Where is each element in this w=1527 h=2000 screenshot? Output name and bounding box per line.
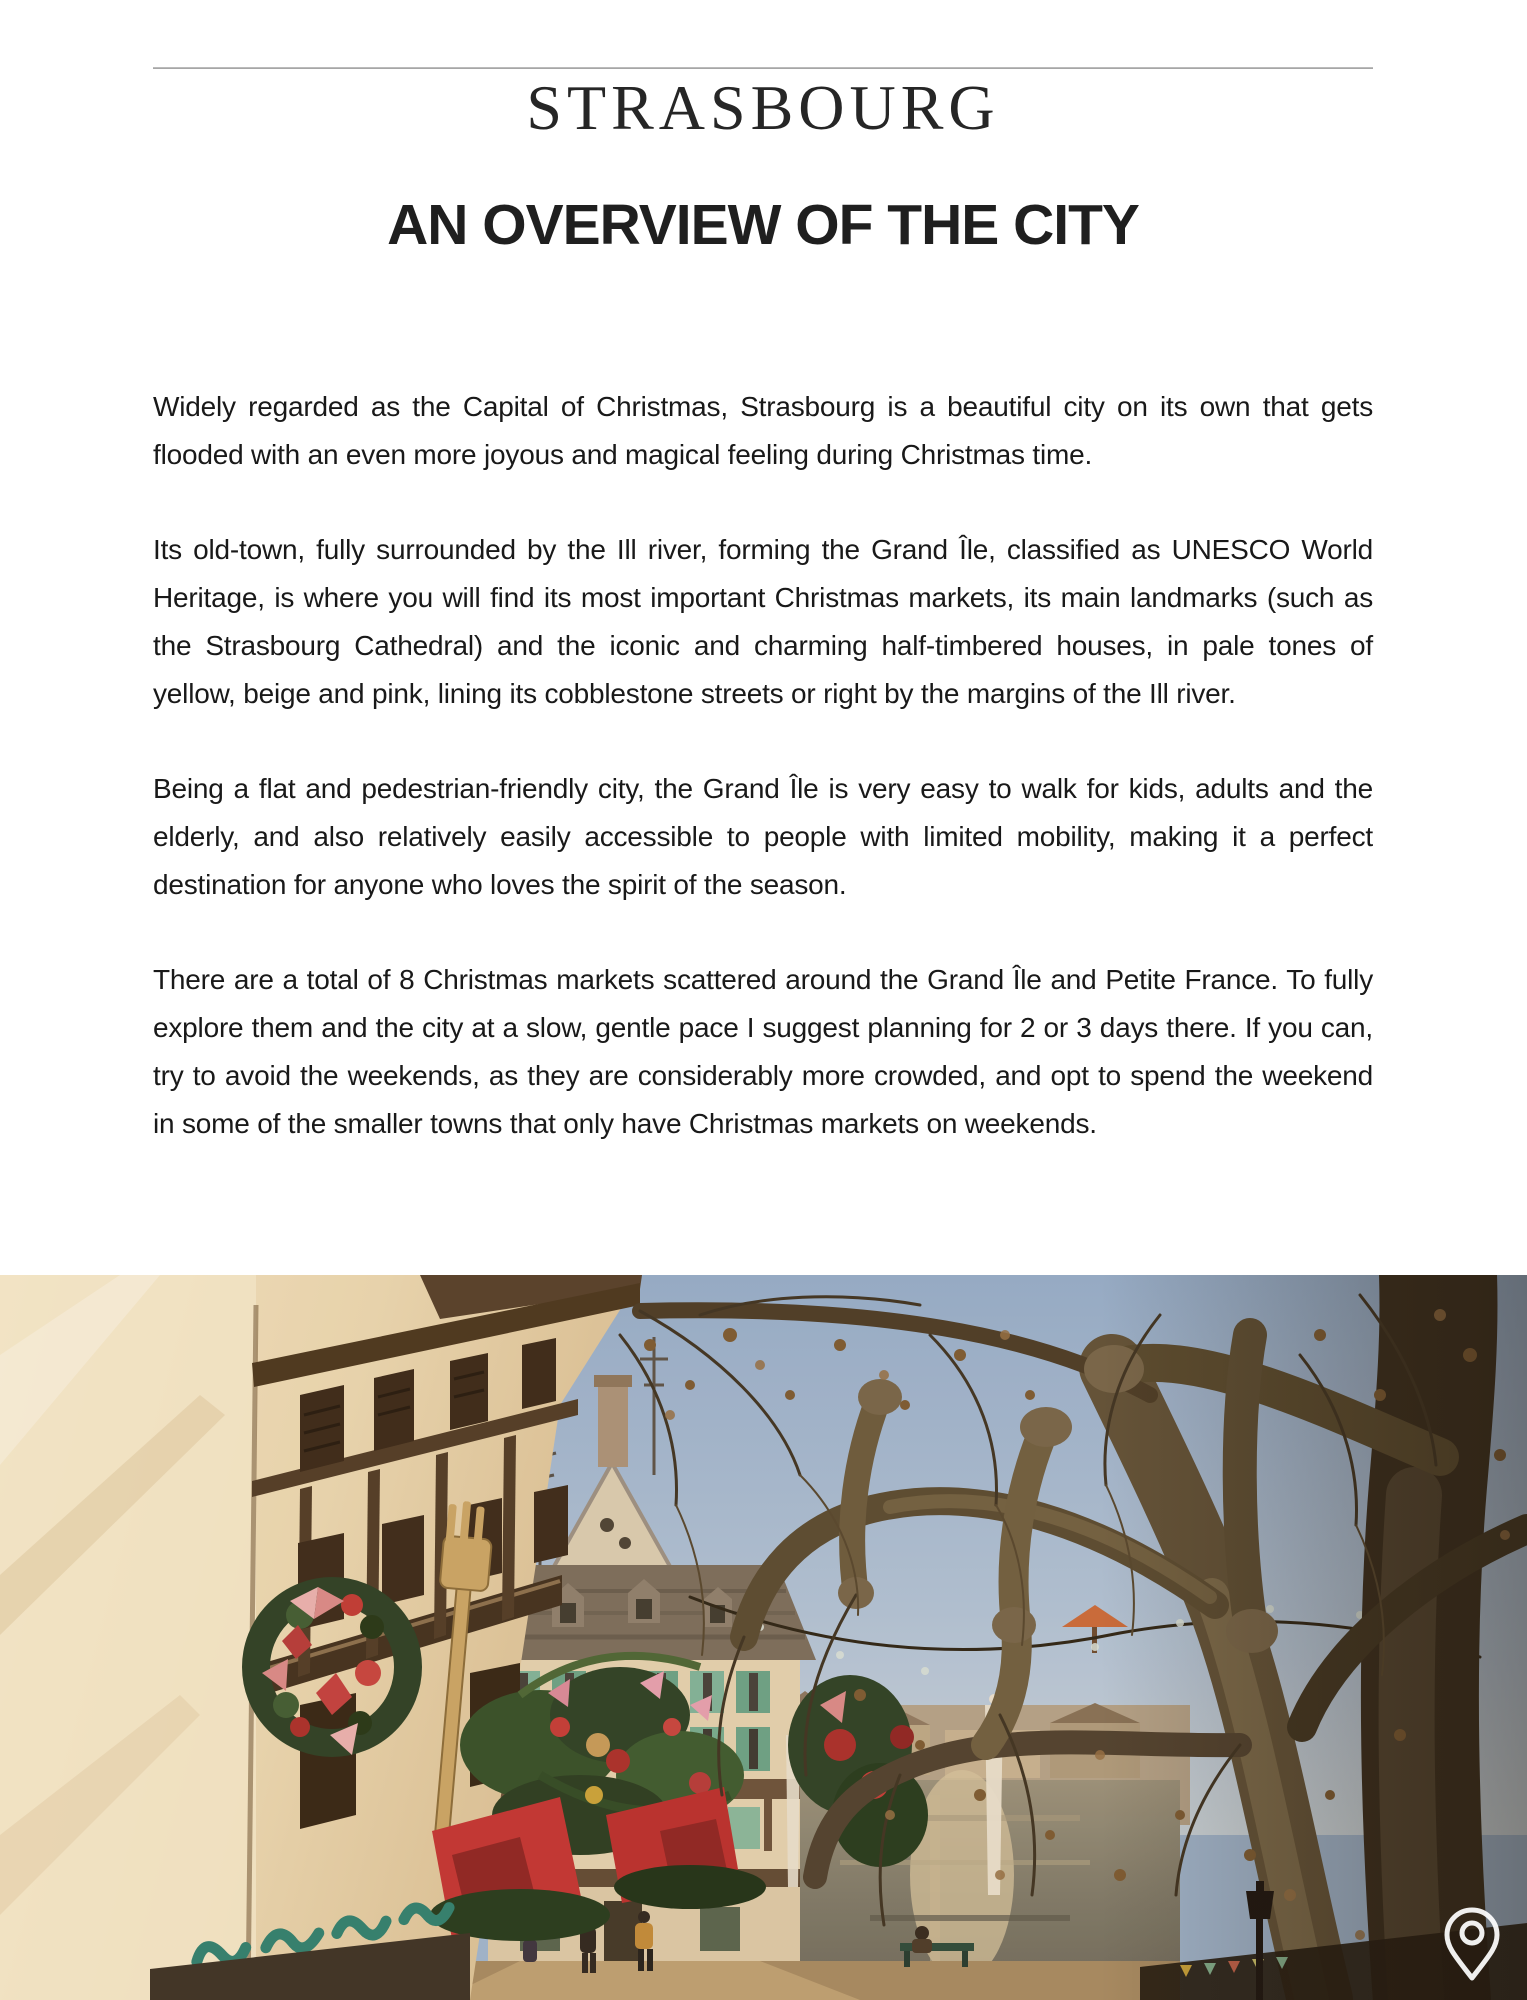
street-photo-illustration: [0, 1275, 1527, 2000]
paragraph-walkability: Being a flat and pedestrian-friendly city, the Grand Île is very easy to walk for kids, adults and the elderly, and also relatively easily accessible to people with limited mobility, making it a perfect destination for anyone who loves the spirit of the season.: [153, 773, 1373, 900]
paragraph-markets: There are a total of 8 Christmas markets scattered around the Grand Île and Petite France. To fully explore them and the city at a slow, gentle pace I suggest planning for 2 or 3 days there. If you can, try to avoid the weekends, as they are considerably more crowded, and opt to spend the weekend in some of the smaller towns that only have Christmas markets on weekends.: [153, 964, 1373, 1139]
top-divider: [153, 67, 1373, 69]
paragraph-intro: Widely regarded as the Capital of Christmas, Strasbourg is a beautiful city on its own that gets flooded with an even more joyous and magical feeling during Christmas time.: [153, 391, 1373, 470]
page-title: STRASBOURG: [526, 72, 1000, 143]
article-column: [153, 0, 1373, 1195]
paragraph-old-town: Its old-town, fully surrounded by the Ill river, forming the Grand Île, classified as UNESCO World Heritage, is where you will find its most important Christmas markets, its main landmarks (such as the Strasbourg Cathedral) and the iconic and charming half-timbered houses, in pale tones of yellow, beige and pink, lining its cobblestone streets or right by the margins of the Ill river.: [153, 534, 1373, 709]
map-pin-icon: [1441, 1906, 1503, 1982]
street-photo: [0, 1275, 1527, 2000]
article-body: [153, 383, 1373, 1148]
page-subtitle: AN OVERVIEW OF THE CITY: [387, 193, 1139, 257]
